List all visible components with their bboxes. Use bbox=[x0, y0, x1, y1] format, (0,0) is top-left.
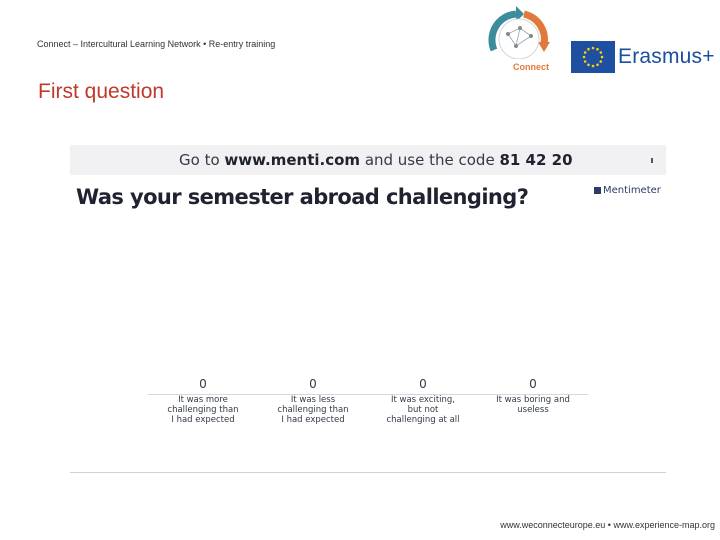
menti-site-link[interactable]: www.menti.com bbox=[224, 151, 361, 169]
result-count: 0 bbox=[529, 377, 537, 391]
footer-links: www.weconnecteurope.eu • www.experience-map.org bbox=[500, 520, 715, 530]
menti-code-prefix: Go to bbox=[179, 151, 225, 169]
mentimeter-slide bbox=[70, 145, 666, 473]
slide-title: First question bbox=[38, 80, 165, 103]
mentimeter-brand-label: Mentimeter bbox=[603, 185, 661, 196]
result-label: It was less challenging than I had expected bbox=[277, 395, 349, 425]
menti-code-middle: and use the code bbox=[360, 151, 500, 169]
menti-code-bar bbox=[70, 145, 666, 175]
menti-results bbox=[148, 377, 588, 437]
result-label: It was boring and useless bbox=[496, 395, 570, 415]
connect-logo bbox=[480, 4, 558, 76]
result-option-2 bbox=[258, 377, 368, 425]
erasmus-label: Erasmus+ bbox=[618, 45, 715, 68]
erasmus-logo bbox=[571, 41, 715, 73]
menti-bottom-divider bbox=[70, 472, 666, 473]
connect-logo-label: Connect bbox=[513, 62, 549, 72]
result-count: 0 bbox=[309, 377, 317, 391]
result-option-4 bbox=[478, 377, 588, 415]
result-label: It was more challenging than I had expected bbox=[167, 395, 239, 425]
header-text: Connect – Intercultural Learning Network • Re-entry training bbox=[37, 39, 276, 49]
result-count: 0 bbox=[419, 377, 427, 391]
menti-menu-dot bbox=[651, 158, 653, 163]
eu-flag-icon bbox=[571, 41, 615, 73]
result-option-3 bbox=[368, 377, 478, 425]
mentimeter-brand bbox=[594, 185, 661, 196]
menti-join-instructions bbox=[179, 151, 573, 169]
result-label: It was exciting, but not challenging at all bbox=[386, 395, 460, 425]
result-option-1 bbox=[148, 377, 258, 425]
mentimeter-logo-icon bbox=[594, 187, 601, 194]
menti-question: Was your semester abroad challenging? bbox=[76, 185, 529, 209]
result-count: 0 bbox=[199, 377, 207, 391]
menti-code: 81 42 20 bbox=[499, 151, 573, 169]
